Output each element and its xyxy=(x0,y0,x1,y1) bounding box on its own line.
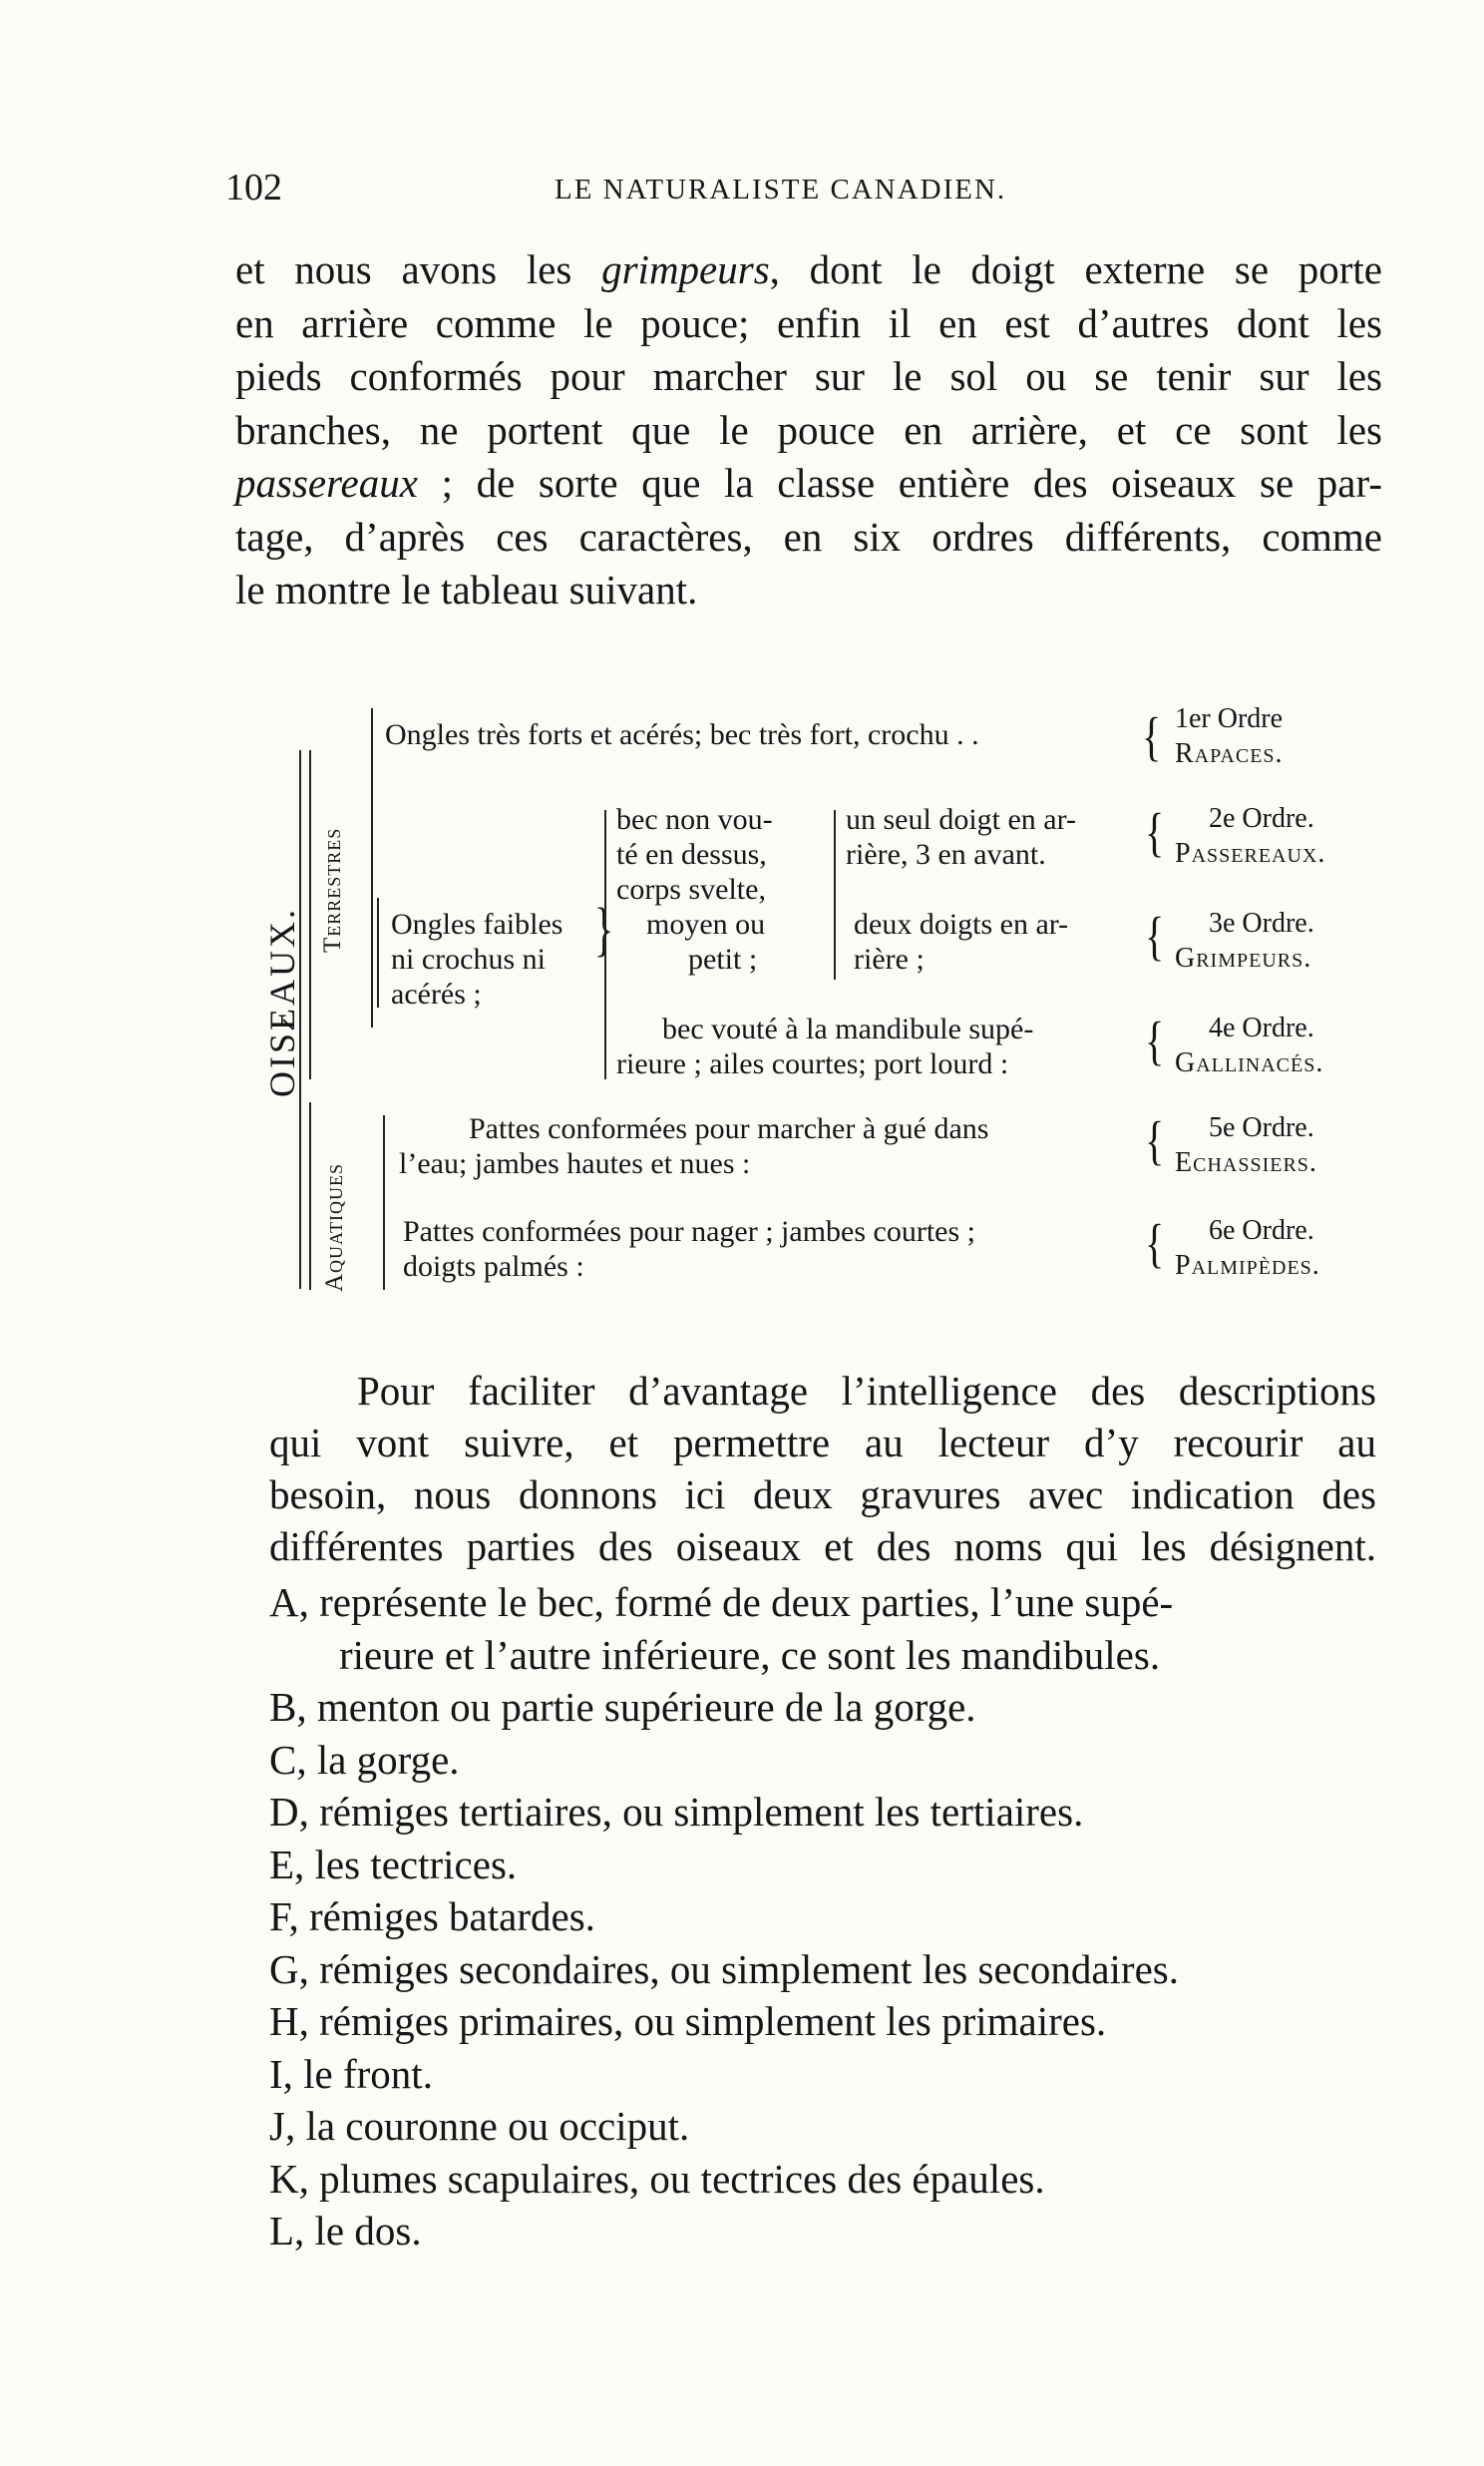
palmipedes-description: Pattes conformées pour nager ; jambes courtes ; xyxy=(403,1215,975,1248)
intro-line: pieds conformés pour marcher sur le sol ou se tenir sur les xyxy=(235,353,1382,399)
intro-line: le montre le tableau suivant. xyxy=(235,567,698,613)
gallinaces-name: Gallinacés. xyxy=(1175,1047,1324,1078)
intro-line: en arrière comme le pouce; enfin il en est d’autres dont les xyxy=(235,299,1382,346)
grimpeurs-description: rière ; xyxy=(854,943,925,976)
terrestres-brace xyxy=(371,708,373,1028)
echassiers-description: Pattes conformées pour marcher à gué dans xyxy=(469,1112,989,1145)
brace-icon: } xyxy=(594,895,614,963)
echassiers-name: Echassiers. xyxy=(1175,1147,1317,1178)
echassiers-order: 5e Ordre. xyxy=(1209,1112,1314,1143)
passereaux-description: rière, 3 en avant. xyxy=(846,838,1046,871)
page-number: 102 xyxy=(225,167,282,208)
list-item: D, rémiges tertiaires, ou simplement les tertiaires. xyxy=(269,1789,1084,1835)
list-item: J, la couronne ou occiput. xyxy=(269,2103,690,2149)
bec-non-voute-line: corps svelte, xyxy=(616,873,766,906)
grimpeurs-description: deux doigts en ar- xyxy=(854,908,1069,941)
rapaces-name: Rapaces. xyxy=(1175,738,1284,769)
group-aquatiques: Aquatiques xyxy=(321,1162,348,1292)
terrestres-divider xyxy=(309,750,311,1079)
text-run: ; de sorte que la classe entière des oiseaux se par- xyxy=(417,460,1382,506)
bec-non-voute-brace xyxy=(604,810,606,1079)
plates-line: Pour faciliter d’avantage l’intelligence des descriptions xyxy=(357,1368,1376,1414)
aquatiques-brace xyxy=(383,1115,385,1290)
list-item: B, menton ou partie supérieure de la gorge. xyxy=(269,1684,976,1730)
text-run: et nous avons les xyxy=(235,246,602,292)
passereaux-order: 2e Ordre. xyxy=(1209,803,1314,834)
brace-icon: { xyxy=(1142,705,1162,767)
italic-term: passereaux xyxy=(235,460,418,506)
intro-line: tage, d’après ces caractères, en six ordres différents, comme xyxy=(235,513,1382,560)
plates-line: besoin, nous donnons ici deux gravures avec indication des xyxy=(269,1471,1376,1517)
rapaces-order: 1er Ordre xyxy=(1175,703,1284,734)
gallinaces-description: bec vouté à la mandibule supé- xyxy=(662,1013,1034,1045)
class-label: OISEAUX. xyxy=(262,907,302,1097)
toe-brace xyxy=(834,810,836,980)
list-item: H, rémiges primaires, ou simplement les primaires. xyxy=(269,1998,1107,2044)
list-item: F, rémiges batardes. xyxy=(269,1893,595,1939)
grimpeurs-name: Grimpeurs. xyxy=(1175,943,1312,974)
list-item: rieure et l’autre inférieure, ce sont les mandibules. xyxy=(339,1631,1161,1678)
brace-icon: { xyxy=(1145,1109,1165,1171)
weak-claws-line: Ongles faibles xyxy=(391,908,563,941)
list-item: A, représente le bec, formé de deux parties, l’une supé- xyxy=(269,1579,1174,1625)
gallinaces-description: rieure ; ailes courtes; port lourd : xyxy=(616,1047,1009,1080)
italic-term: grimpeurs xyxy=(601,246,770,292)
parts-list xyxy=(269,1576,1386,2258)
list-item: I, le front. xyxy=(269,2050,433,2097)
list-item: C, la gorge. xyxy=(269,1736,460,1783)
brace-icon: { xyxy=(1145,1212,1165,1274)
gallinaces-order: 4e Ordre. xyxy=(1209,1013,1314,1043)
plates-line: différentes parties des oiseaux et des noms qui les désignent. xyxy=(269,1523,1376,1569)
intro-line: branches, ne portent que le pouce en arrière, et ce sont les xyxy=(235,406,1382,453)
grimpeurs-order: 3e Ordre. xyxy=(1209,908,1314,939)
brace-icon: { xyxy=(1145,1010,1165,1071)
passereaux-description: un seul doigt en ar- xyxy=(846,803,1077,836)
palmipedes-description: doigts palmés : xyxy=(403,1250,584,1283)
plates-line: qui vont suivre, et permettre au lecteur d’y recourir au xyxy=(269,1420,1376,1465)
bec-non-voute-line: té en dessus, xyxy=(616,838,767,871)
plates-paragraph xyxy=(269,1365,1376,1572)
group-terrestres: Terrestres xyxy=(319,827,346,953)
echassiers-description: l’eau; jambes hautes et nues : xyxy=(399,1147,751,1180)
weak-claws-brace xyxy=(377,898,379,1008)
palmipedes-name: Palmipèdes. xyxy=(1175,1250,1320,1281)
passereaux-name: Passereaux. xyxy=(1175,838,1326,869)
running-head: LE NATURALISTE CANADIEN. xyxy=(555,174,1007,206)
list-item: E, les tectrices. xyxy=(269,1841,518,1887)
weak-claws-line: ni crochus ni xyxy=(391,943,546,976)
weak-claws-line: acérés ; xyxy=(391,978,482,1011)
rapaces-description: Ongles très forts et acérés; bec très fort, crochu . . xyxy=(385,718,979,751)
list-item: G, rémiges secondaires, ou simplement les secondaires. xyxy=(269,1945,1179,1992)
brace-icon: { xyxy=(1145,801,1165,863)
moyen-petit-line: moyen ou xyxy=(646,908,766,941)
bec-non-voute-line: bec non vou- xyxy=(616,803,773,836)
list-item: L, le dos. xyxy=(269,2208,422,2254)
list-item: K, plumes scapulaires, ou tectrices des épaules. xyxy=(269,2155,1045,2202)
brace-icon: { xyxy=(1145,905,1165,967)
palmipedes-order: 6e Ordre. xyxy=(1209,1215,1314,1246)
moyen-petit-line: petit ; xyxy=(688,943,758,976)
aquatiques-divider xyxy=(309,1102,311,1290)
text-run: , dont le doigt externe se porte xyxy=(769,246,1382,292)
